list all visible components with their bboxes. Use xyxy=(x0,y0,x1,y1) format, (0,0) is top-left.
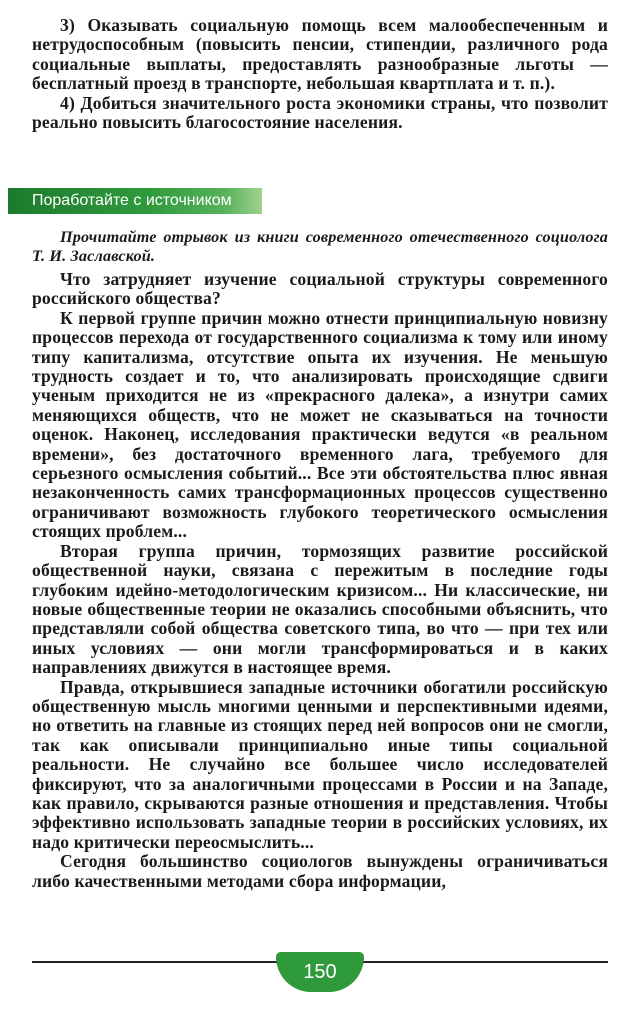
task-text: Прочитайте отрывок из книги современного отечественного социолога Т. И. Заславской. xyxy=(32,228,608,266)
excerpt-paragraph-first-group: К первой группе причин можно отнести принципиальную новизну процессов перехода от государственного социализма к тому или иному типу капитализма, отсутствие опыта их изучения. Не меньшую трудность создает и то, что анализировать происходящие сдвиги ученым приходится не из «прекрасного далека», а изнутри самих меняющихся обществ, что не может не сказываться на точности оценок. Наконец, исследования практически ведутся «в реальном времени», без достаточного временного лага, требуемого для серьезного осмысления событий... Все эти обстоятельства плюс явная незаконченность самих трансформационных процессов существенно ограничивают возможность глубокого теоретического осмысления стоящих проблем... xyxy=(32,307,608,542)
page-number-badge xyxy=(276,952,364,992)
intro-list xyxy=(32,16,608,132)
section-heading-banner xyxy=(8,188,262,214)
page-number: 150 xyxy=(303,961,337,983)
source-excerpt xyxy=(32,270,608,891)
section-heading-label: Поработайте с источником xyxy=(32,192,232,209)
excerpt-paragraph-second-group: Вторая группа причин, тормозящих развитие российской общественной науки, связана с пережитым в последние годы глубоким идейно-методологическим кризисом... Ни классические, ни новые общественные теории не оказались способными объяснить, что представляли собой общества советского типа, во что — при тех или иных условиях — они могли трансформироваться и в каких направлениях движутся в настоящее время. xyxy=(32,540,608,678)
task-instruction xyxy=(32,228,608,267)
intro-item-3: 3) Оказывать социальную помощь всем малообеспеченным и нетрудоспособным (повысить пенсии, стипендии, различного рода социальные выплаты, предоставлять разнообразные льготы — бесплатный проезд в транспорте, небольшая квартплата и т. п.). xyxy=(32,15,608,94)
intro-item-4: 4) Добиться значительного роста экономики страны, что позволит реально повысить благосостояние населения. xyxy=(32,92,608,133)
excerpt-paragraph-today: Сегодня большинство социологов вынуждены ограничиваться либо качественными методами сбора информации, xyxy=(32,851,608,891)
excerpt-question: Что затрудняет изучение социальной структуры современного российского общества? xyxy=(32,269,608,309)
excerpt-paragraph-western-sources: Правда, открывшиеся западные источники обогатили российскую общественную мысль многими ценными и перспективными идеями, но ответить на главные из стоящих перед ней вопросов они не смогли, так как описывали принципиально иные типы социальной реальности. Не случайно все большее число исследователей фиксируют, что за аналогичными процессами в России и на Западе, как правило, скрываются разные отношения и представления. Чтобы эффективно использовать западные теории в российских условиях, их надо критически переосмыслить... xyxy=(32,676,608,852)
